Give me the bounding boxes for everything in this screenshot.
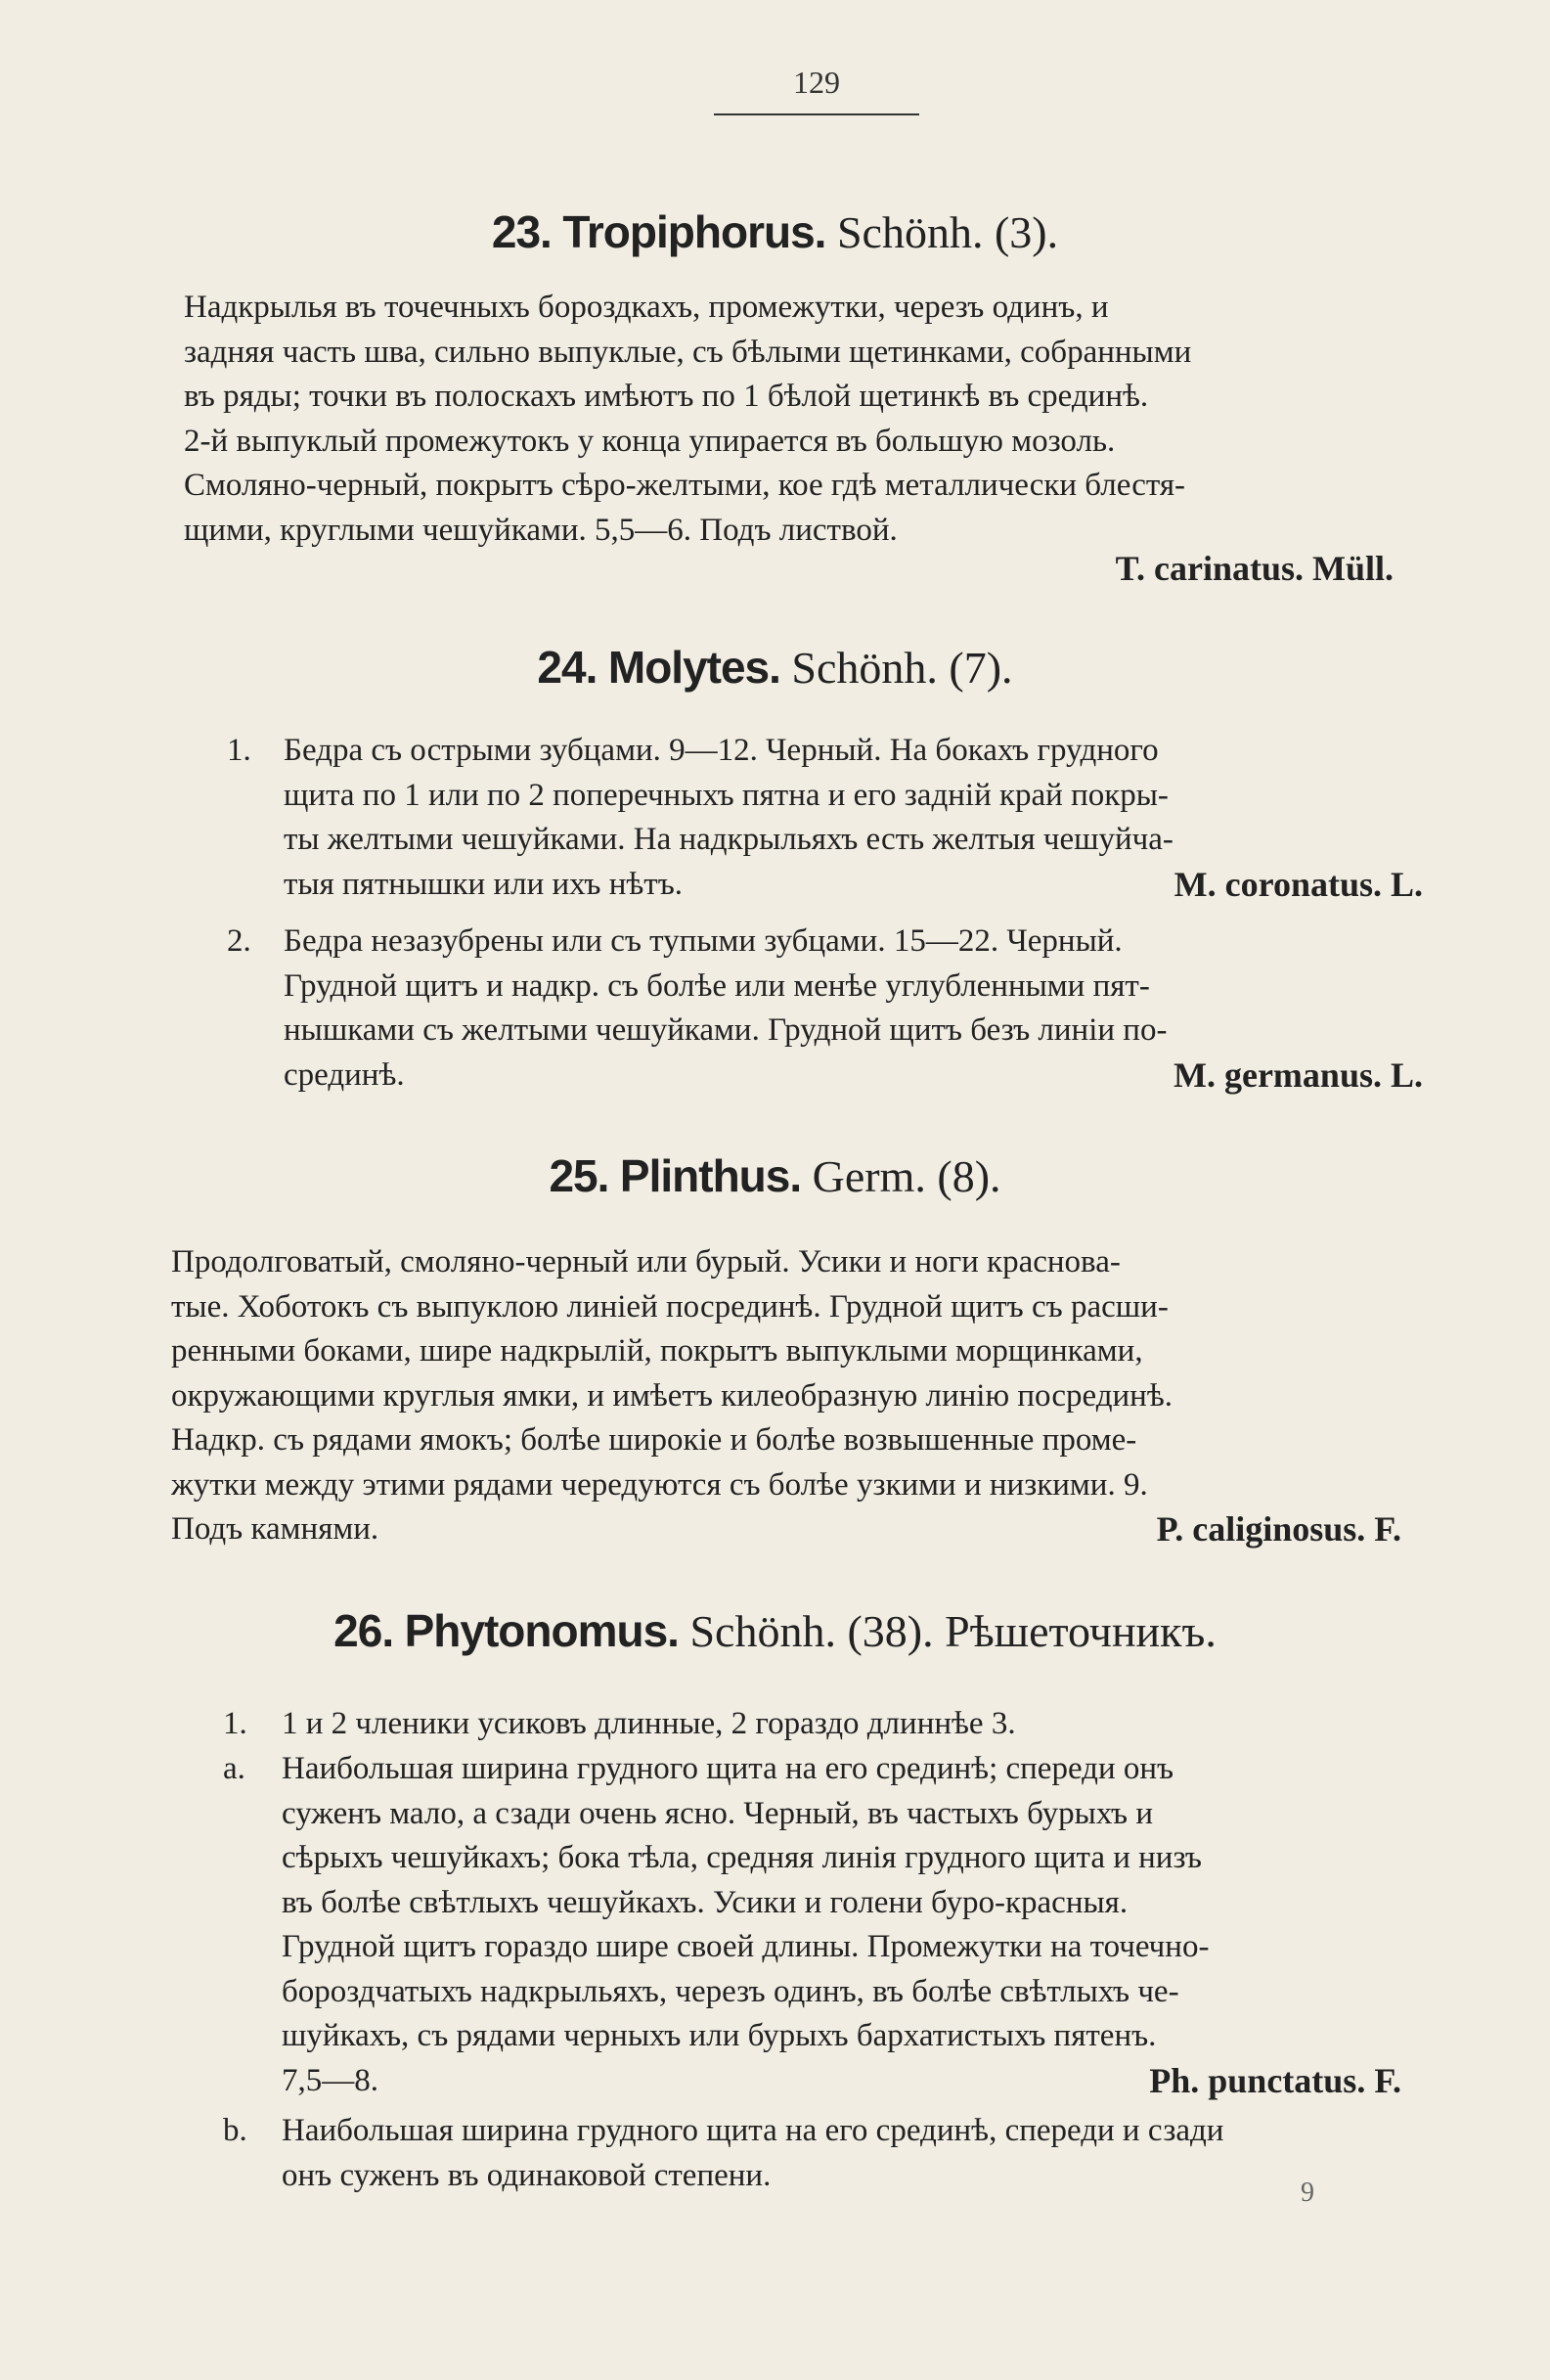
genus-name: Plinthus. — [619, 1150, 802, 1201]
section-number: 26. — [333, 1605, 394, 1656]
section-heading-phytonomus — [0, 1604, 1550, 1657]
text-line: онъ суженъ въ одинаковой степени. — [282, 2157, 772, 2193]
item-number: b. — [223, 2113, 247, 2148]
text-line: суженъ мало, а сзади очень ясно. Черный, въ частыхъ бурыхъ и — [282, 1795, 1154, 1831]
description-plinthus — [171, 1240, 1440, 1552]
section-heading-molytes — [0, 641, 1550, 694]
text-line: Надкр. съ рядами ямокъ; болѣе широкіе и болѣе возвышенные проме- — [171, 1422, 1137, 1458]
key-item — [284, 920, 1440, 1098]
item-number: 1. — [227, 733, 251, 768]
section-number: 23. — [491, 206, 552, 257]
text-line-end: 7,5—8. — [282, 2062, 378, 2098]
text-line: щими, круглыми чешуйками. 5,5—6. Подъ листвой. — [184, 512, 898, 548]
text-line: Грудной щитъ и надкр. съ болѣе или менѣе углубленными пят- — [284, 967, 1150, 1004]
text-line: въ болѣе свѣтлыхъ чешуйкахъ. Усики и голени буро-красныя. — [282, 1884, 1129, 1920]
text-line: 2-й выпуклый промежутокъ у конца упирается въ большую мозоль. — [184, 423, 1116, 459]
text-line: Надкрылья въ точечныхъ бороздкахъ, промежутки, черезъ одинъ, и — [184, 290, 1109, 325]
genus-authority: Schönh. (7). — [791, 643, 1013, 693]
item-number: 2. — [227, 923, 251, 959]
genus-name: Tropiphorus. — [562, 206, 826, 257]
text-line: бороздчатыхъ надкрыльяхъ, черезъ одинъ, въ болѣе свѣтлыхъ че- — [282, 1973, 1179, 2009]
text-line: Наибольшая ширина грудного щита на его срединѣ, спереди и сзади — [282, 2113, 1224, 2148]
text-line: Бедра съ острыми зубцами. 9—12. Черный. На бокахъ грудного — [284, 733, 1159, 768]
key-item — [282, 1747, 1440, 2103]
text-line: нышками съ желтыми чешуйками. Грудной щитъ безъ линіи по- — [284, 1012, 1168, 1048]
genus-name: Molytes. — [607, 642, 780, 693]
header-rule — [714, 113, 919, 115]
text-line: окружающими круглыя ямки, и имѣетъ килеобразную линію посрединѣ. — [171, 1377, 1173, 1414]
text-line — [171, 1507, 1440, 1552]
text-line — [284, 863, 1440, 908]
text-line: Бедра незазубрены или съ тупыми зубцами. 15—22. Черный. — [284, 923, 1123, 959]
text-line: въ ряды; точки въ полоскахъ имѣютъ по 1 бѣлой щетинкѣ въ срединѣ. — [184, 379, 1149, 414]
text-line: Наибольшая ширина грудного щита на его срединѣ; спереди онъ — [282, 1751, 1174, 1786]
key-item — [282, 1702, 1440, 1747]
species-name: Ph. punctatus. F. — [1149, 2060, 1401, 2100]
text-line: Смоляно-черный, покрытъ сѣро-желтыми, кое гдѣ металлически блестя- — [184, 468, 1186, 503]
text-line: жутки между этими рядами чередуются съ болѣе узкими и низкими. 9. — [171, 1466, 1148, 1503]
text-line: ты желтыми чешуйками. На надкрыльяхъ есть желтыя чешуйча- — [284, 822, 1174, 857]
species-name: P. caliginosus. F. — [1156, 1509, 1401, 1549]
genus-authority: Schönh. (38). Рѣшеточникъ. — [689, 1606, 1217, 1656]
item-number: 1. — [223, 1706, 247, 1741]
text-line: щита по 1 или по 2 поперечныхъ пятна и его задній край покры- — [284, 777, 1169, 813]
species-name: T. carinatus. Müll. — [1115, 549, 1394, 588]
text-line: шуйкахъ, съ рядами черныхъ или бурыхъ бархатистыхъ пятенъ. — [282, 2018, 1157, 2053]
text-line: Грудной щитъ гораздо шире своей длины. Промежутки на точечно- — [282, 1929, 1210, 1964]
item-number: a. — [223, 1751, 245, 1786]
text-line-end: тыя пятнышки или ихъ нѣтъ. — [284, 866, 684, 902]
genus-authority: Germ. (8). — [812, 1151, 1001, 1201]
text-line: 1 и 2 членики усиковъ длинные, 2 гораздо длиннѣе 3. — [282, 1706, 1016, 1741]
genus-name: Phytonomus. — [404, 1605, 679, 1656]
description-tropiphorus — [184, 286, 1440, 553]
text-line — [282, 2059, 1440, 2104]
section-heading-tropiphorus — [0, 205, 1550, 258]
species-name: M. coronatus. L. — [1174, 864, 1423, 904]
key-item — [282, 2109, 1440, 2198]
text-line: ренными боками, шире надкрылій, покрытъ выпуклыми морщинками, — [171, 1333, 1143, 1369]
text-line: Продолговатый, смоляно-черный или бурый. Усики и ноги краснова- — [171, 1244, 1121, 1280]
text-line: задняя часть шва, сильно выпуклые, съ бѣлыми щетинками, собранными — [184, 334, 1192, 370]
text-line: тые. Хоботокъ съ выпуклою линіей посрединѣ. Грудной щитъ съ расши- — [171, 1288, 1169, 1325]
page-number: 129 — [793, 65, 840, 100]
genus-authority: Schönh. (3). — [836, 207, 1059, 257]
key-item — [284, 729, 1440, 907]
text-line-end: Подъ камнями. — [171, 1511, 379, 1547]
text-line — [284, 1054, 1440, 1099]
section-number: 24. — [537, 642, 598, 693]
text-line-end: срединѣ. — [284, 1056, 405, 1093]
text-line: сѣрыхъ чешуйкахъ; бока тѣла, средняя линія грудного щита и низъ — [282, 1840, 1202, 1875]
section-heading-plinthus — [0, 1149, 1550, 1202]
species-name: M. germanus. L. — [1174, 1055, 1423, 1095]
signature-mark: 9 — [1301, 2178, 1314, 2208]
section-number: 25. — [549, 1150, 609, 1201]
